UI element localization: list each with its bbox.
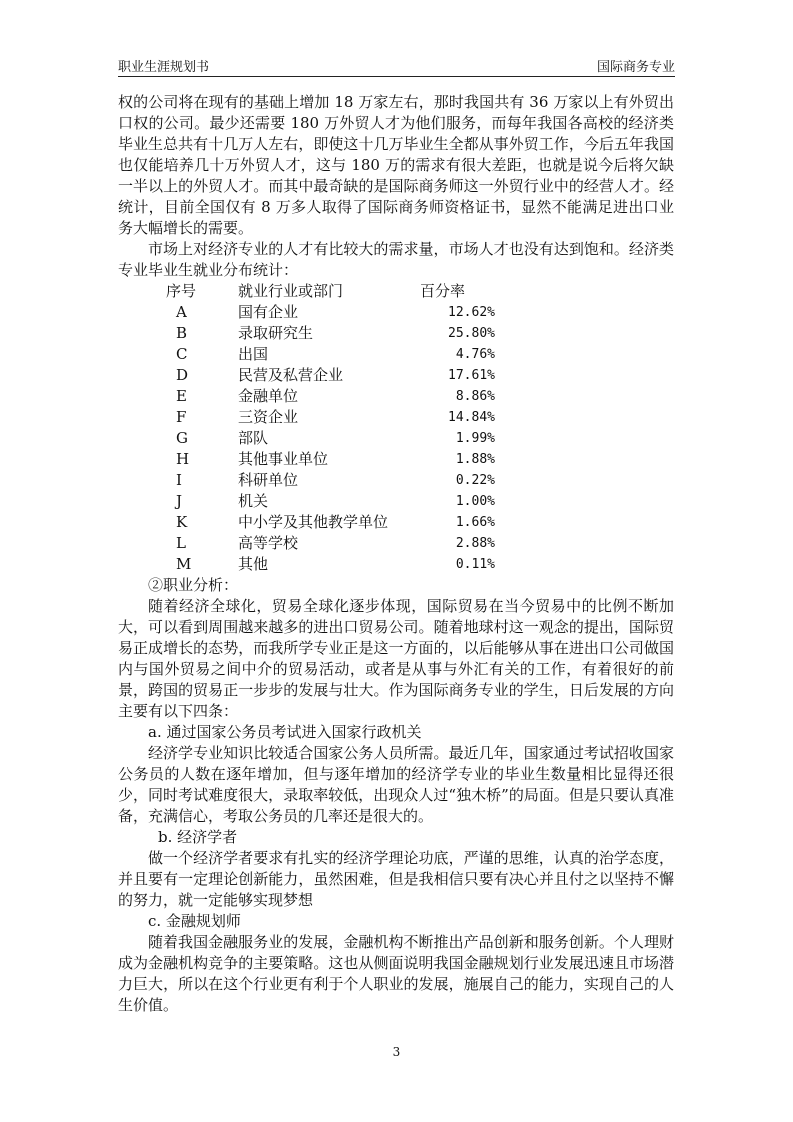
row-sector: 其他事业单位: [238, 450, 329, 468]
row-id: H: [176, 450, 190, 468]
table-row: [148, 344, 674, 365]
row-sector: 机关: [238, 492, 269, 510]
paragraph-market: 市场上对经济专业的人才有比较大的需求量，市场人才也没有达到饱和。经济类专业毕业生就业分布统计：: [118, 240, 674, 279]
row-sector: 中小学及其他教学单位: [238, 513, 389, 531]
table-row: [148, 449, 674, 470]
row-pct: 2.88%: [455, 536, 495, 551]
row-id: E: [176, 387, 187, 405]
row-pct: 0.11%: [455, 557, 495, 572]
table-row: [148, 428, 674, 449]
row-id: C: [176, 345, 188, 363]
direction-a-text: 经济学专业知识比较适合国家公务人员所需。最近几年，国家通过考试招收国家公务员的人数在逐年增加，但与逐年增加的经济学专业的毕业生数量相比显得还很少，同时考试难度很大，录取率较低，出现众人过“独木桥”的局面。但是只要认真准备，充满信心，考取公务员的几率还是很大的。: [118, 744, 674, 825]
row-pct: 8.86%: [455, 389, 495, 404]
table-row: [148, 491, 674, 512]
row-pct: 1.88%: [455, 452, 495, 467]
section-heading: ②职业分析：: [148, 576, 239, 594]
table-header-row: [148, 281, 674, 302]
page-number: 3: [392, 1045, 401, 1059]
direction-b-title: b. 经济学者: [158, 828, 238, 846]
table-row: [148, 470, 674, 491]
page-header: [118, 52, 675, 77]
row-sector: 出国: [238, 345, 269, 363]
header-pct: 百分率: [420, 282, 466, 300]
row-pct: 14.84%: [448, 410, 495, 425]
row-pct: 1.66%: [455, 515, 495, 530]
row-pct: 4.76%: [455, 347, 495, 362]
row-id: M: [176, 555, 192, 573]
document-body: [118, 92, 674, 1016]
row-sector: 其他: [238, 555, 269, 573]
table-row: [148, 407, 674, 428]
row-id: D: [176, 366, 189, 384]
table-row: [148, 512, 674, 533]
header-major: 国际商务专业: [596, 60, 675, 75]
row-pct: 0.22%: [455, 473, 495, 488]
employment-table: [148, 281, 674, 575]
row-id: F: [176, 408, 187, 426]
table-row: [148, 554, 674, 575]
row-sector: 科研单位: [238, 471, 299, 489]
row-id: G: [176, 429, 188, 447]
row-pct: 1.99%: [455, 431, 495, 446]
paragraph-career-analysis: 随着经济全球化，贸易全球化逐步体现，国际贸易在当今贸易中的比例不断加大，可以看到周围越来越多的进出口贸易公司。随着地球村这一观念的提出，国际贸易正成增长的态势，而我所学专业正是这一方面的，以后能够从事在进出口公司做国内与国外贸易之间中介的贸易活动，或者是从事与外汇有关的工作，有着很好的前景，跨国的贸易正一步步的发展与壮大。作为国际商务专业的学生，日后发展的方向主要有以下四条：: [118, 597, 674, 720]
paragraph-demand: 权的公司将在现有的基础上增加 18 万家左右，那时我国共有 36 万家以上有外贸出口权的公司。最少还需要 180 万外贸人才为他们服务，而每年我国各高校的经济类毕业生总共有十几万人左右，即使这十几万毕业生全都从事外贸工作，今后五年我国也仅能培养几十万外贸人才，这与 180 万的需求有很大差距，也就是说今后将欠缺一半以上的外贸人才。而其中最奇缺的是国际商务师这一外贸行业中的经营人才。经统计，目前全国仅有 8 万多人取得了国际商务师资格证书，显然不能满足进出口业务大幅增长的需要。: [118, 93, 674, 237]
table-row: [148, 386, 674, 407]
row-sector: 部队: [238, 429, 269, 447]
row-sector: 高等学校: [238, 534, 299, 552]
row-id: B: [176, 324, 188, 342]
row-pct: 17.61%: [448, 368, 495, 383]
row-id: K: [176, 513, 188, 531]
row-pct: 25.80%: [448, 326, 495, 341]
table-row: [148, 323, 674, 344]
row-pct: 1.00%: [455, 494, 495, 509]
row-id: L: [176, 534, 186, 552]
header-title: 职业生涯规划书: [118, 60, 210, 75]
table-row: [148, 533, 674, 554]
row-id: J: [176, 492, 183, 510]
row-sector: 金融单位: [238, 387, 299, 405]
direction-c-title: c. 金融规划师: [148, 912, 241, 930]
row-id: A: [176, 303, 187, 321]
table-row: [148, 365, 674, 386]
row-pct: 12.62%: [448, 305, 495, 320]
row-sector: 民营及私营企业: [238, 366, 344, 384]
row-id: I: [176, 471, 182, 489]
header-sector: 就业行业或部门: [238, 282, 344, 300]
header-id: 序号: [166, 282, 197, 300]
row-sector: 三资企业: [238, 408, 299, 426]
table-row: [148, 302, 674, 323]
row-sector: 国有企业: [238, 303, 299, 321]
direction-b-text: 做一个经济学者要求有扎实的经济学理论功底，严谨的思维，认真的治学态度，并且要有一定理论创新能力，虽然困难，但是我相信只要有决心并且付之以坚持不懈的努力，就一定能够实现梦想: [118, 849, 674, 909]
row-sector: 录取研究生: [238, 324, 314, 342]
direction-a-title: a. 通过国家公务员考试进入国家行政机关: [148, 723, 422, 741]
direction-c-text: 随着我国金融服务业的发展，金融机构不断推出产品创新和服务创新。个人理财成为金融机构竞争的主要策略。这也从侧面说明我国金融规划行业发展迅速且市场潜力巨大，所以在这个行业更有利于个人职业的发展，施展自己的能力，实现自己的人生价值。: [118, 933, 674, 1014]
